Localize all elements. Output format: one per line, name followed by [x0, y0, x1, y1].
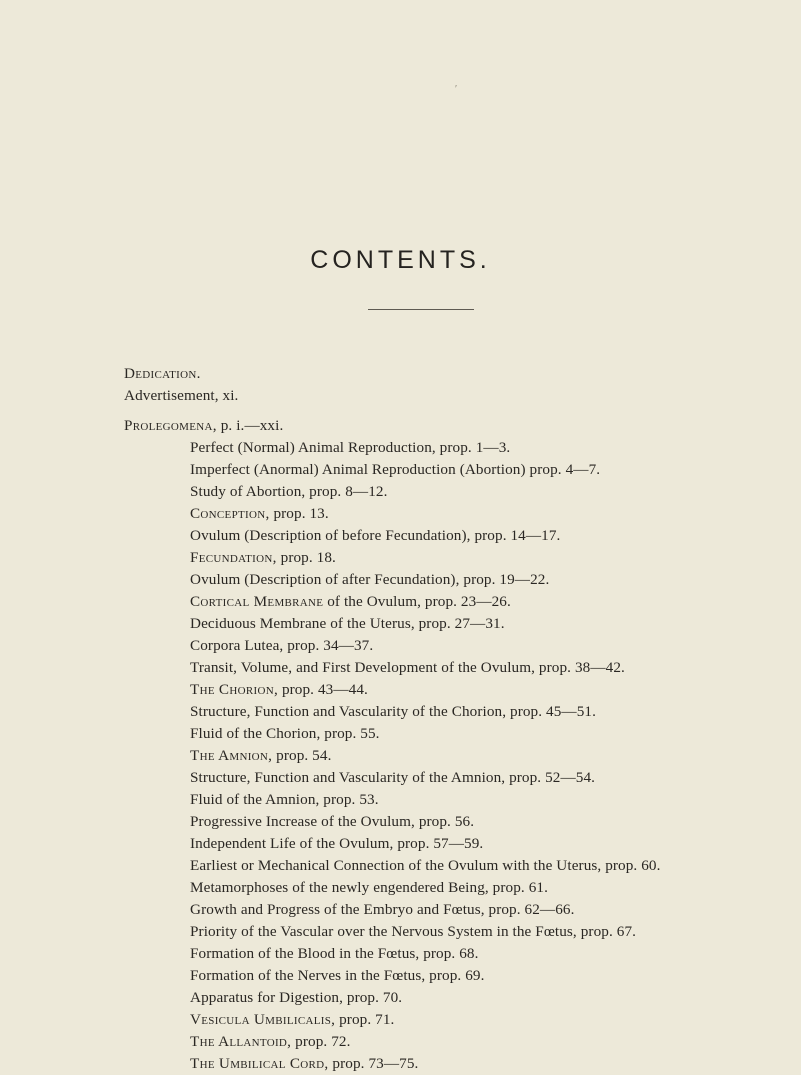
entry-heading: Prolegomena,	[124, 417, 217, 434]
contents-entry	[0, 481, 801, 503]
contents-entry	[0, 723, 801, 745]
entry-text: prop. 13.	[269, 505, 329, 522]
entry-text: Corpora Lutea, prop. 34—37.	[190, 637, 374, 654]
contents-entry	[0, 591, 801, 613]
entry-text: Imperfect (Anormal) Animal Reproduction (Abortion) prop. 4—7.	[190, 461, 601, 478]
contents-entry	[0, 657, 801, 679]
contents-entry	[0, 943, 801, 965]
contents-entry	[0, 437, 801, 459]
entry-text: Study of Abortion, prop. 8—12.	[190, 483, 388, 500]
contents-entry	[0, 363, 801, 385]
page-blemish-mark: ′	[455, 84, 458, 95]
contents-entry	[0, 547, 801, 569]
entry-text: Priority of the Vascular over the Nervous System in the Fœtus, prop. 67.	[190, 923, 637, 940]
entry-heading: Conception,	[190, 505, 270, 522]
contents-entry	[0, 767, 801, 789]
contents-entry	[0, 899, 801, 921]
entry-heading: Dedication.	[124, 365, 201, 382]
contents-entry	[0, 1031, 801, 1053]
contents-entry	[0, 635, 801, 657]
entry-heading: The Chorion,	[190, 681, 279, 698]
entry-text: Progressive Increase of the Ovulum, prop. 56.	[190, 813, 475, 830]
contents-entry	[0, 745, 801, 767]
entry-text: of the Ovulum, prop. 23—26.	[323, 593, 511, 610]
entry-text: Perfect (Normal) Animal Reproduction, prop. 1—3.	[190, 439, 511, 456]
entry-text: Fluid of the Amnion, prop. 53.	[190, 791, 379, 808]
contents-entry	[0, 789, 801, 811]
contents-entry	[0, 459, 801, 481]
contents-entry	[0, 613, 801, 635]
contents-entry	[0, 679, 801, 701]
contents-entry	[0, 965, 801, 987]
contents-entry	[0, 811, 801, 833]
contents-entry	[0, 569, 801, 591]
entry-text: prop. 71.	[335, 1011, 395, 1028]
contents-entry	[0, 385, 801, 407]
entry-text: Fluid of the Chorion, prop. 55.	[190, 725, 380, 742]
entry-text: Apparatus for Digestion, prop. 70.	[190, 989, 403, 1006]
entry-text: Deciduous Membrane of the Uterus, prop. 27—31.	[190, 615, 505, 632]
entry-heading: The Allantoid,	[190, 1033, 292, 1050]
entry-heading: Cortical Membrane	[190, 593, 324, 610]
entry-text: Ovulum (Description of after Fecundation), prop. 19—22.	[190, 571, 550, 588]
entry-text: Advertisement, xi.	[124, 387, 239, 404]
entry-heading: Fecundation,	[190, 549, 277, 566]
contents-entry	[0, 1053, 801, 1075]
contents-entry	[0, 1009, 801, 1031]
contents-entry	[0, 833, 801, 855]
entry-text: Structure, Function and Vascularity of the Chorion, prop. 45—51.	[190, 703, 596, 720]
contents-entry	[0, 415, 801, 437]
entry-text: Formation of the Blood in the Fœtus, prop. 68.	[190, 945, 479, 962]
contents-list	[0, 363, 801, 1075]
contents-entry	[0, 525, 801, 547]
entry-text: prop. 73—75.	[328, 1055, 419, 1072]
contents-entry	[0, 503, 801, 525]
entry-text: Formation of the Nerves in the Fœtus, prop. 69.	[190, 967, 485, 984]
entry-text: Ovulum (Description of before Fecundation), prop. 14—17.	[190, 527, 561, 544]
entry-text: prop. 43—44.	[278, 681, 368, 698]
contents-entry	[0, 877, 801, 899]
entry-heading: The Umbilical Cord,	[190, 1055, 329, 1072]
title-divider-rule	[368, 309, 474, 310]
entry-text: prop. 18.	[276, 549, 336, 566]
entry-text: Earliest or Mechanical Connection of the Ovulum with the Uterus, prop. 60.	[190, 857, 661, 874]
entry-text: Independent Life of the Ovulum, prop. 57—59.	[190, 835, 484, 852]
entry-text: Structure, Function and Vascularity of the Amnion, prop. 52—54.	[190, 769, 596, 786]
contents-entry	[0, 701, 801, 723]
contents-entry	[0, 921, 801, 943]
entry-text: Growth and Progress of the Embryo and Fœtus, prop. 62—66.	[190, 901, 575, 918]
entry-text: prop. 72.	[291, 1033, 351, 1050]
contents-entry	[0, 855, 801, 877]
page-title: CONTENTS.	[310, 246, 491, 274]
entry-text: p. i.—xxi.	[216, 417, 284, 434]
entry-text: prop. 54.	[272, 747, 332, 764]
entry-heading: Vesicula Umbilicalis,	[190, 1011, 336, 1028]
entry-heading: The Amnion,	[190, 747, 273, 764]
entry-text: Transit, Volume, and First Development of the Ovulum, prop. 38—42.	[190, 659, 625, 676]
entry-text: Metamorphoses of the newly engendered Being, prop. 61.	[190, 879, 548, 896]
contents-entry	[0, 987, 801, 1009]
